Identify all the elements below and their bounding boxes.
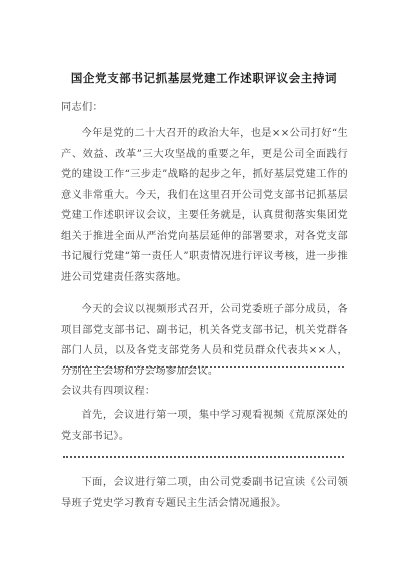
agenda-item-1: 首先，会议进行第一项，集中学习观看视频《荒原深处的党支部书记》。 — [61, 410, 348, 442]
salutation: 同志们： — [61, 102, 103, 113]
agenda-intro: 会议共有四项议程： — [61, 386, 156, 397]
paragraph-attendance: 今天的会议以视频形式召开，公司党委班子部分成员，各项目部党支部书记、副书记，机关各党支部书记，机关党群各部门人员，以及各党支部党务人员和党员群众代表共××人，分别在主会场和分会场参加会议。 — [61, 304, 348, 377]
section-divider — [63, 366, 344, 368]
document-title: 国企党支部书记抓基层党建工作述职评议会主持词 — [70, 71, 338, 85]
section-divider — [63, 456, 344, 458]
paragraph-intro: 今年是党的二十大召开的政治大年，也是××公司打好“生产、效益、改革”三大攻坚战的重要之年，更是公司全面践行党的建设工作“三步走”战略的起步之年，抓好基层党建工作的意义非常重大。今天，我们在这里召开公司党支部书记抓基层党建工作述职评议会议，主要任务就是，认真贯彻落实集团党组关于推进全面从严治党向基层延伸的部署要求，对各党支部书记履行党建“第一责任人”职责情况进行评议考核，进一步推进公司党建责任落实落地。 — [61, 128, 348, 283]
agenda-item-2: 下面，会议进行第二项，由公司党委副书记宣读《公司领导班子党史学习教育专题民主生活会情况通报》。 — [61, 477, 348, 509]
